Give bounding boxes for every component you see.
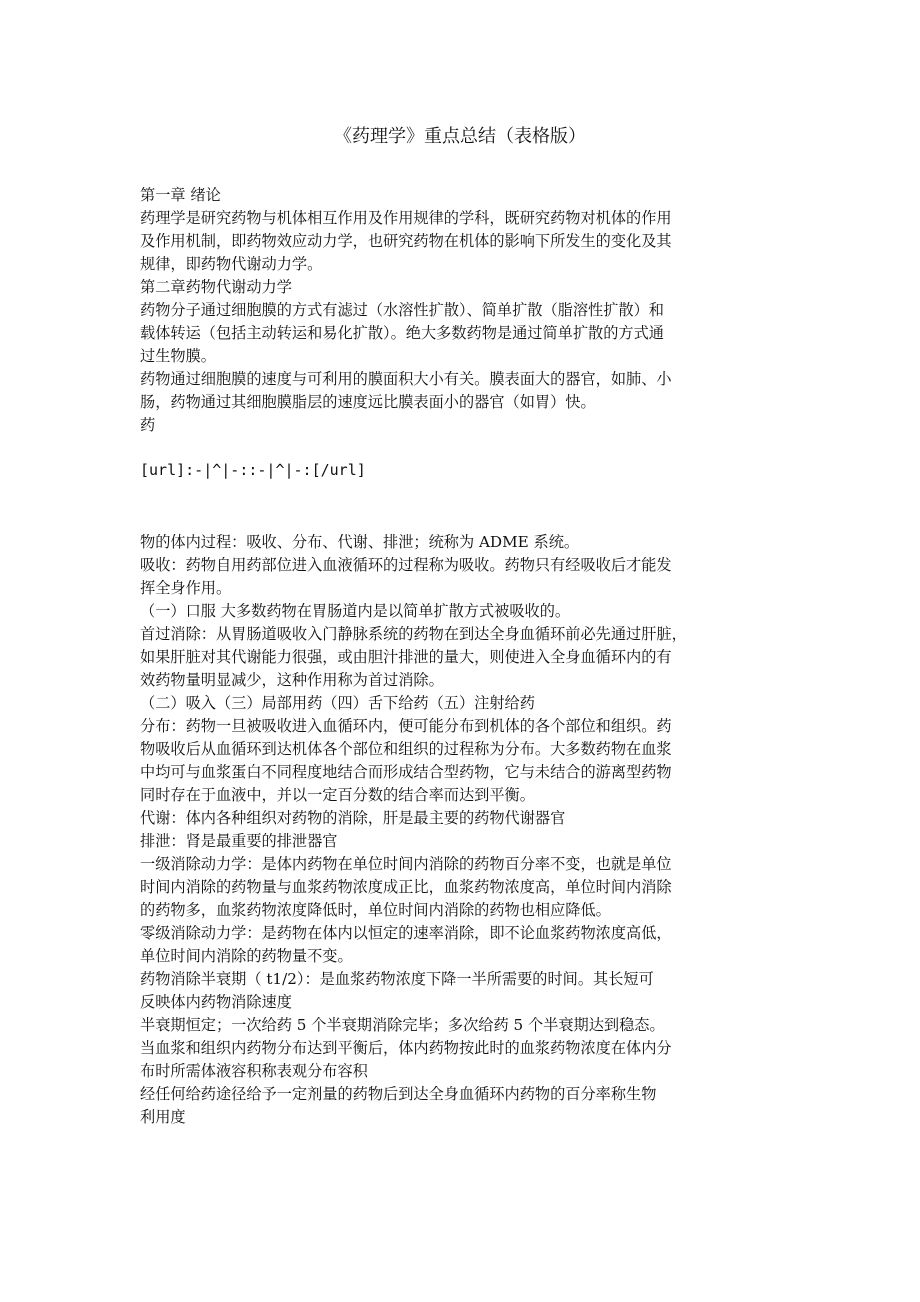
spacer xyxy=(140,482,790,531)
text-line: 药 xyxy=(140,416,156,434)
text-line: 效药物量明显减少，这种作用称为首过消除。 xyxy=(140,671,444,689)
document-title: 《药理学》重点总结（表格版） xyxy=(334,126,586,147)
spacer xyxy=(140,437,790,459)
text-line: 代谢：体内各种组织对药物的消除，肝是最主要的药物代谢器官 xyxy=(140,809,566,827)
text-line: 当血浆和组织内药物分布达到平衡后，体内药物按此时的血浆药物浓度在体内分 xyxy=(140,1039,672,1057)
text-line: 药物通过细胞膜的速度与可利用的膜面积大小有关。膜表面大的器官，如肺、小 xyxy=(140,370,672,388)
text-line: 布时所需体液容积称表观分布容积 xyxy=(140,1062,368,1080)
document-body xyxy=(140,184,790,1129)
text-line: 同时存在于血液中，并以一定百分数的结合率而达到平衡。 xyxy=(140,786,535,804)
text-line: （一）口服 大多数药物在胃肠道内是以简单扩散方式被吸收的。 xyxy=(140,602,571,620)
text-line: 规律，即药物代谢动力学。 xyxy=(140,255,323,273)
text-line: 药理学是研究药物与机体相互作用及作用规律的学科，既研究药物对机体的作用 xyxy=(140,209,672,227)
text-line: （二）吸入（三）局部用药（四）舌下给药（五）注射给药 xyxy=(140,694,535,712)
text-line: 利用度 xyxy=(140,1108,186,1126)
text-line: 及作用机制，即药物效应动力学，也研究药物在机体的影响下所发生的变化及其 xyxy=(140,232,672,250)
text-line: 零级消除动力学：是药物在体内以恒定的速率消除，即不论血浆药物浓度高低， xyxy=(140,924,672,942)
text-line: 排泄：肾是最重要的排泄器官 xyxy=(140,832,338,850)
text-line: 第二章药物代谢动力学 xyxy=(140,278,292,296)
url-placeholder-line: [url]:-|^|-::-|^|-:[/url] xyxy=(140,461,366,479)
text-line: 挥全身作用。 xyxy=(140,579,232,597)
text-line: 过生物膜。 xyxy=(140,347,216,365)
text-line: 载体转运（包括主动转运和易化扩散）。绝大多数药物是通过简单扩散的方式通 xyxy=(140,324,664,342)
text-line: 第一章 绪论 xyxy=(140,186,221,204)
text-line: 药物消除半衰期（ t1/2）：是血浆药物浓度下降一半所需要的时间。其长短可 xyxy=(140,970,654,988)
text-line: 半衰期恒定；一次给药 5 个半衰期消除完毕；多次给药 5 个半衰期达到稳态。 xyxy=(140,1016,665,1034)
text-line: 如果肝脏对其代谢能力很强，或由胆汁排泄的量大，则使进入全身血循环内的有 xyxy=(140,648,672,666)
text-line: 物吸收后从血循环到达机体各个部位和组织的过程称为分布。大多数药物在血浆 xyxy=(140,740,672,758)
text-line: 中均可与血浆蛋白不同程度地结合而形成结合型药物，它与未结合的游离型药物 xyxy=(140,763,672,781)
text-line: 时间内消除的药物量与血浆药物浓度成正比，血浆药物浓度高，单位时间内消除 xyxy=(140,878,672,896)
text-line: 经任何给药途径给予一定剂量的药物后到达全身血循环内药物的百分率称生物 xyxy=(140,1085,657,1103)
text-line: 分布：药物一旦被吸收进入血循环内，便可能分布到机体的各个部位和组织。药 xyxy=(140,717,672,735)
text-line: 药物分子通过细胞膜的方式有滤过（水溶性扩散）、简单扩散（脂溶性扩散）和 xyxy=(140,301,664,319)
text-line: 肠，药物通过其细胞膜脂层的速度远比膜表面小的器官（如胃）快。 xyxy=(140,393,596,411)
text-line: 一级消除动力学：是体内药物在单位时间内消除的药物百分率不变，也就是单位 xyxy=(140,855,672,873)
text-line: 首过消除：从胃肠道吸收入门静脉系统的药物在到达全身血循环前必先通过肝脏， xyxy=(140,625,687,643)
text-line: 物的体内过程：吸收、分布、代谢、排泄；统称为 ADME 系统。 xyxy=(140,533,580,551)
text-line: 单位时间内消除的药物量不变。 xyxy=(140,947,353,965)
text-line: 反映体内药物消除速度 xyxy=(140,993,292,1011)
text-line: 的药物多，血浆药物浓度降低时，单位时间内消除的药物也相应降低。 xyxy=(140,901,611,919)
text-line: 吸收：药物自用药部位进入血液循环的过程称为吸收。药物只有经吸收后才能发 xyxy=(140,556,672,574)
